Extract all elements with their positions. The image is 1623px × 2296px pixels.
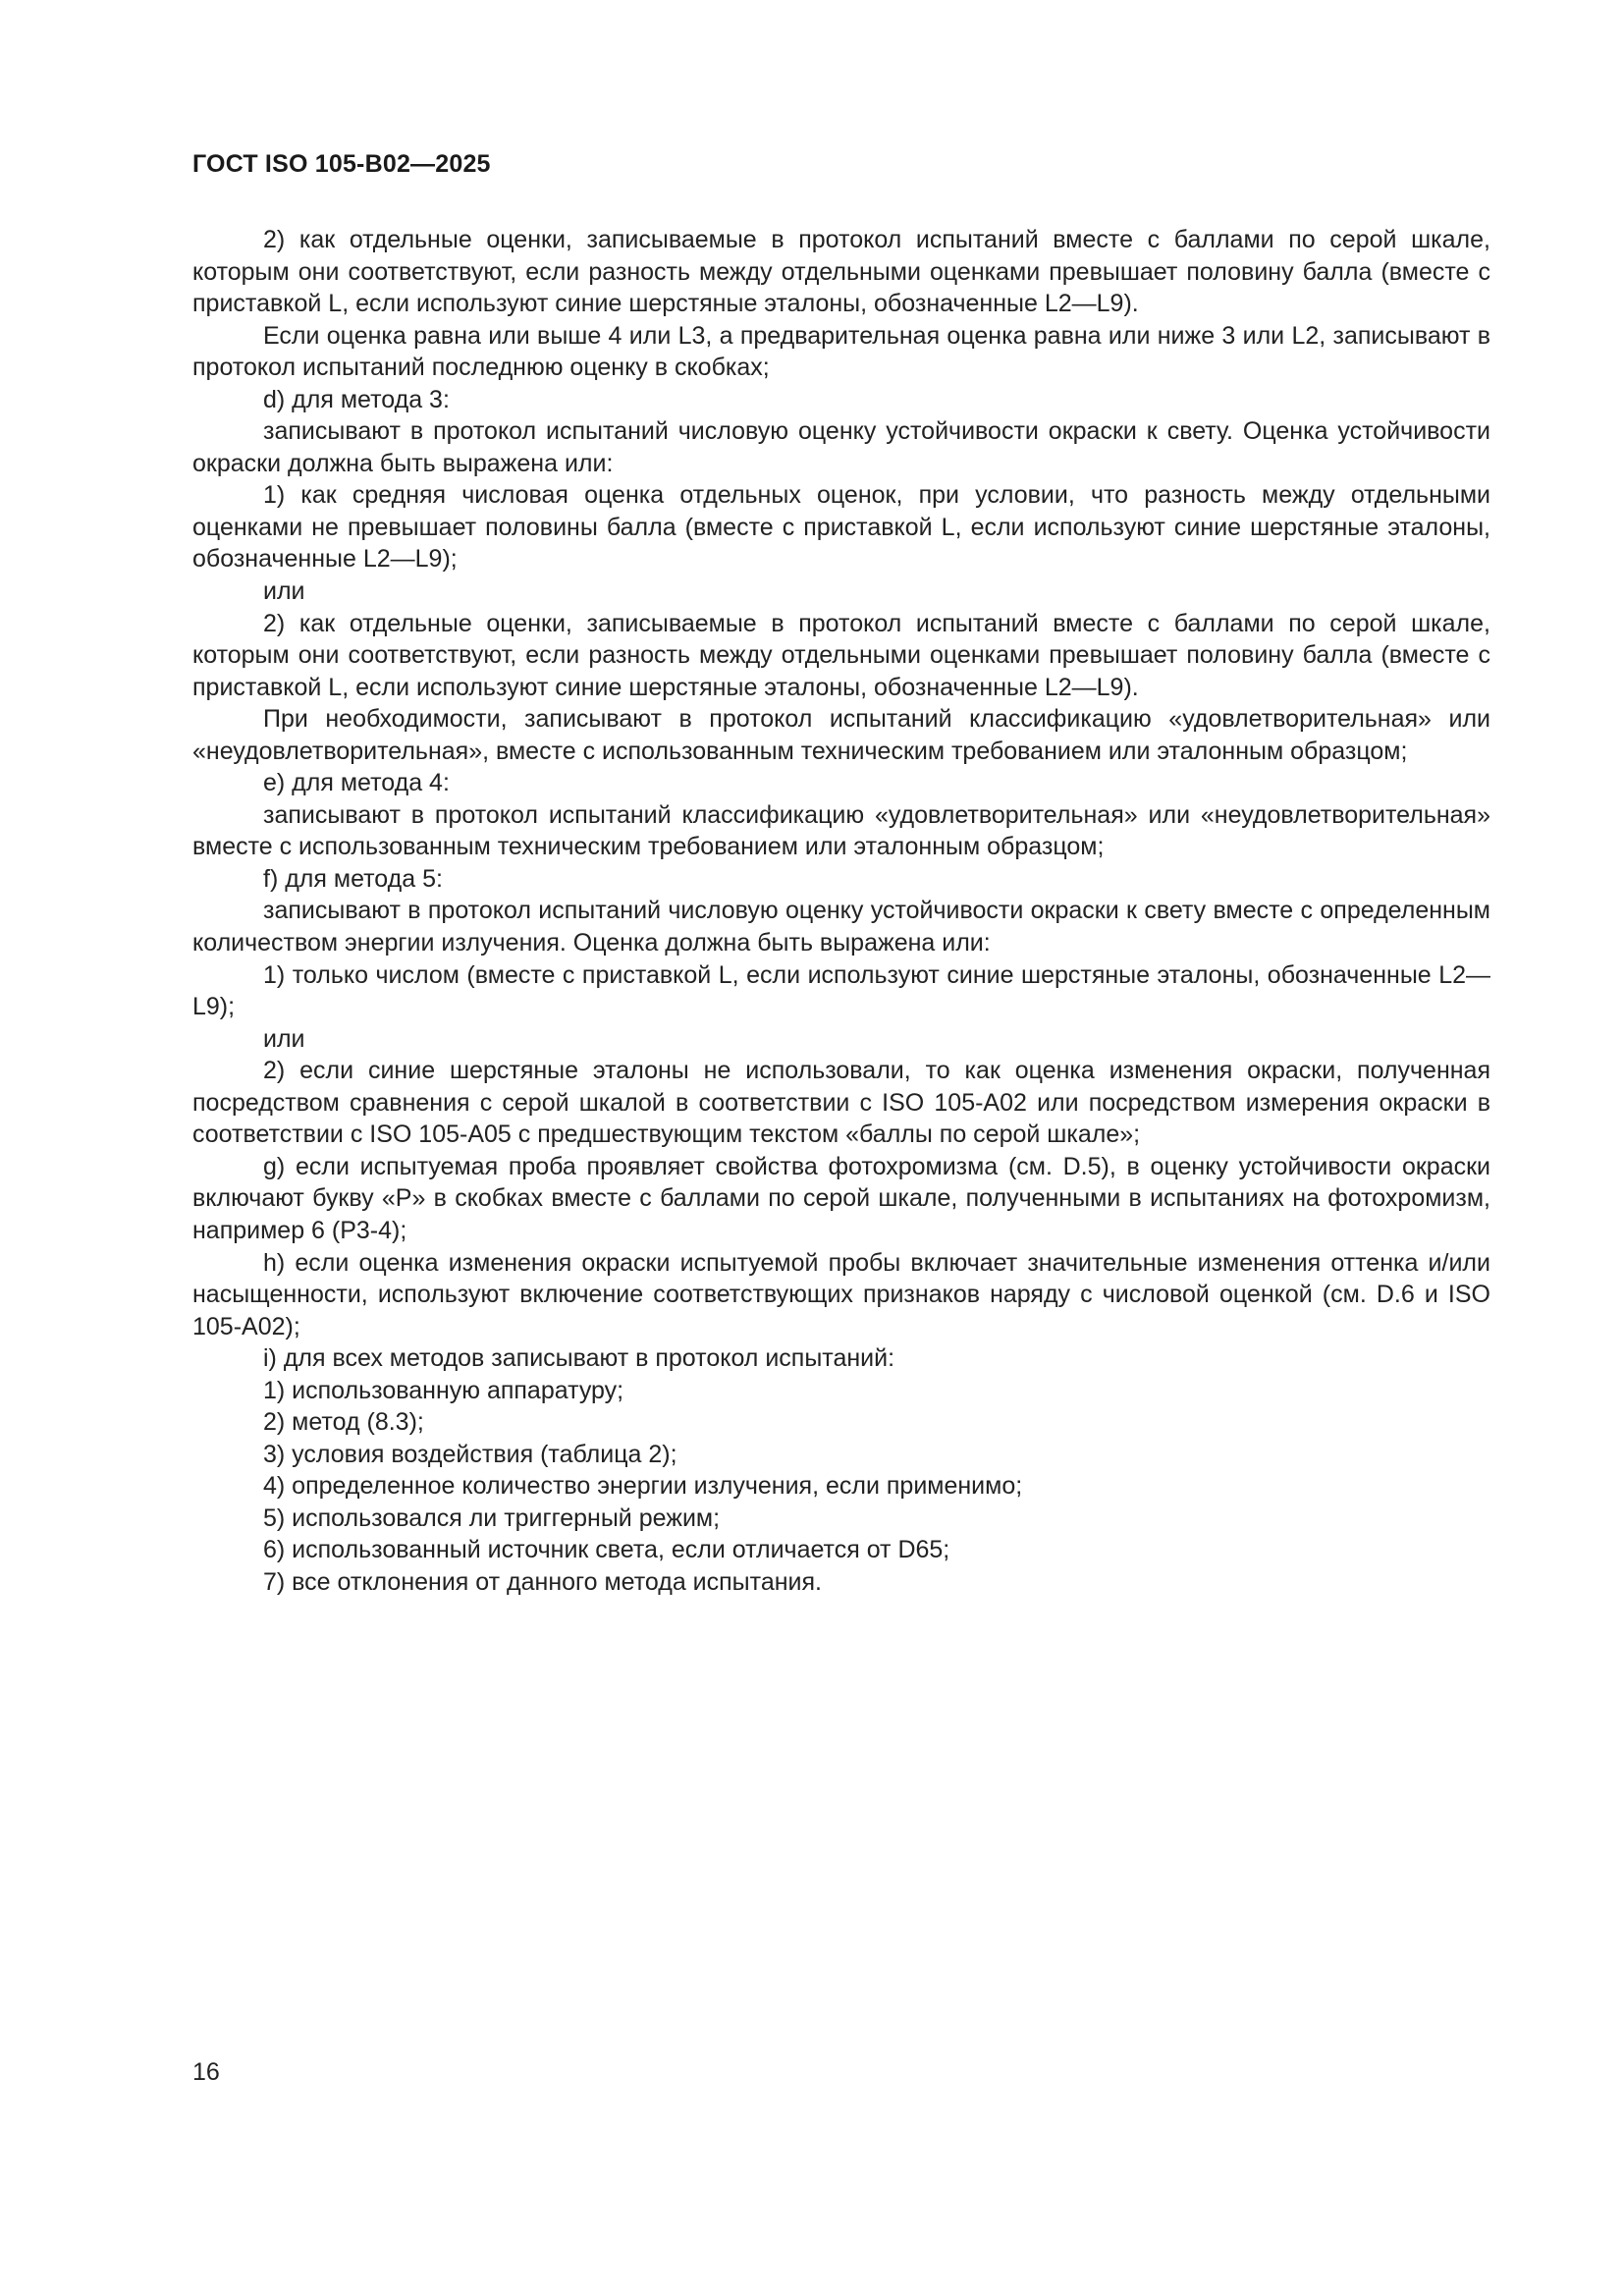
paragraph: или xyxy=(263,577,305,606)
paragraph: записывают в протокол испытаний классификацию «удовлетворительная» или «неудовлетворительная» вместе с использованным техническим требованием или эталонным образцом; xyxy=(192,800,1490,861)
list-item: 7) все отклонения от данного метода испытания. xyxy=(263,1567,822,1596)
list-item: 1) использованную аппаратуру; xyxy=(263,1376,624,1404)
paragraph: 1) как средняя числовая оценка отдельных оценок, при условии, что разность между отдельными оценками не превышает половины балла (вместе с приставкой L, если используют синие шерстяные эталоны, обозначенные L2—L9); xyxy=(192,481,1490,574)
paragraph: 2) как отдельные оценки, записываемые в протокол испытаний вместе с баллами по серой шкале, которым они соответствуют, если разность между отдельными оценками превышает половину балла (вместе с приставкой L, если используют синие шерстяные эталоны, обозначенные L2—L9). xyxy=(192,226,1490,318)
paragraph: h) если оценка изменения окраски испытуемой пробы включает значительные изменения оттенка и/или насыщенности, используют включение соответствующих признаков наряду с числовой оценкой (см. D.6 и ISO 105-A02); xyxy=(192,1248,1490,1340)
document-body xyxy=(192,224,1490,1599)
list-item: 6) использованный источник света, если отличается от D65; xyxy=(263,1536,950,1564)
paragraph: f) для метода 5: xyxy=(263,864,443,893)
paragraph: g) если испытуемая проба проявляет свойства фотохромизма (см. D.5), в оценку устойчивости окраски включают букву «P» в скобках вместе с баллами по серой шкале, полученными в испытаниях на фотохромизм, например 6 (P3-4); xyxy=(192,1152,1490,1244)
paragraph: e) для метода 4: xyxy=(263,769,450,797)
paragraph: При необходимости, записывают в протокол испытаний классификацию «удовлетворительная» или «неудовлетворительная», вместе с использованным техническим требованием или эталонным образцом; xyxy=(192,705,1490,765)
paragraph: d) для метода 3: xyxy=(263,385,450,413)
paragraph: записывают в протокол испытаний числовую оценку устойчивости окраски к свету. Оценка устойчивости окраски должна быть выражена или: xyxy=(192,417,1490,477)
paragraph: 1) только числом (вместе с приставкой L, если используют синие шерстяные эталоны, обозначенные L2—L9); xyxy=(192,960,1490,1021)
paragraph: Если оценка равна или выше 4 или L3, а предварительная оценка равна или ниже 3 или L2, записывают в протокол испытаний последнюю оценку в скобках; xyxy=(192,321,1490,382)
paragraph: записывают в протокол испытаний числовую оценку устойчивости окраски к свету вместе с определенным количеством энергии излучения. Оценка должна быть выражена или: xyxy=(192,897,1490,957)
list-item: 3) условия воздействия (таблица 2); xyxy=(263,1440,677,1468)
paragraph: i) для всех методов записывают в протокол испытаний: xyxy=(263,1344,895,1373)
paragraph: 2) как отдельные оценки, записываемые в протокол испытаний вместе с баллами по серой шкале, которым они соответствуют, если разность между отдельными оценками превышает половину балла (вместе с приставкой L, если используют синие шерстяные эталоны, обозначенные L2—L9). xyxy=(192,609,1490,701)
paragraph: 2) если синие шерстяные эталоны не использовали, то как оценка изменения окраски, полученная посредством сравнения с серой шкалой в соответствии с ISO 105-A02 или посредством измерения окраски в соответствии с ISO 105-A05 с предшествующим текстом «баллы по серой шкале»; xyxy=(192,1057,1490,1149)
page-number: 16 xyxy=(192,2058,220,2086)
list-item: 4) определенное количество энергии излучения, если применимо; xyxy=(263,1472,1023,1501)
list-item: 2) метод (8.3); xyxy=(263,1408,424,1437)
paragraph: или xyxy=(263,1024,305,1053)
list-item: 5) использовался ли триггерный режим; xyxy=(263,1503,721,1532)
document-header: ГОСТ ISO 105-B02—2025 xyxy=(192,150,491,178)
